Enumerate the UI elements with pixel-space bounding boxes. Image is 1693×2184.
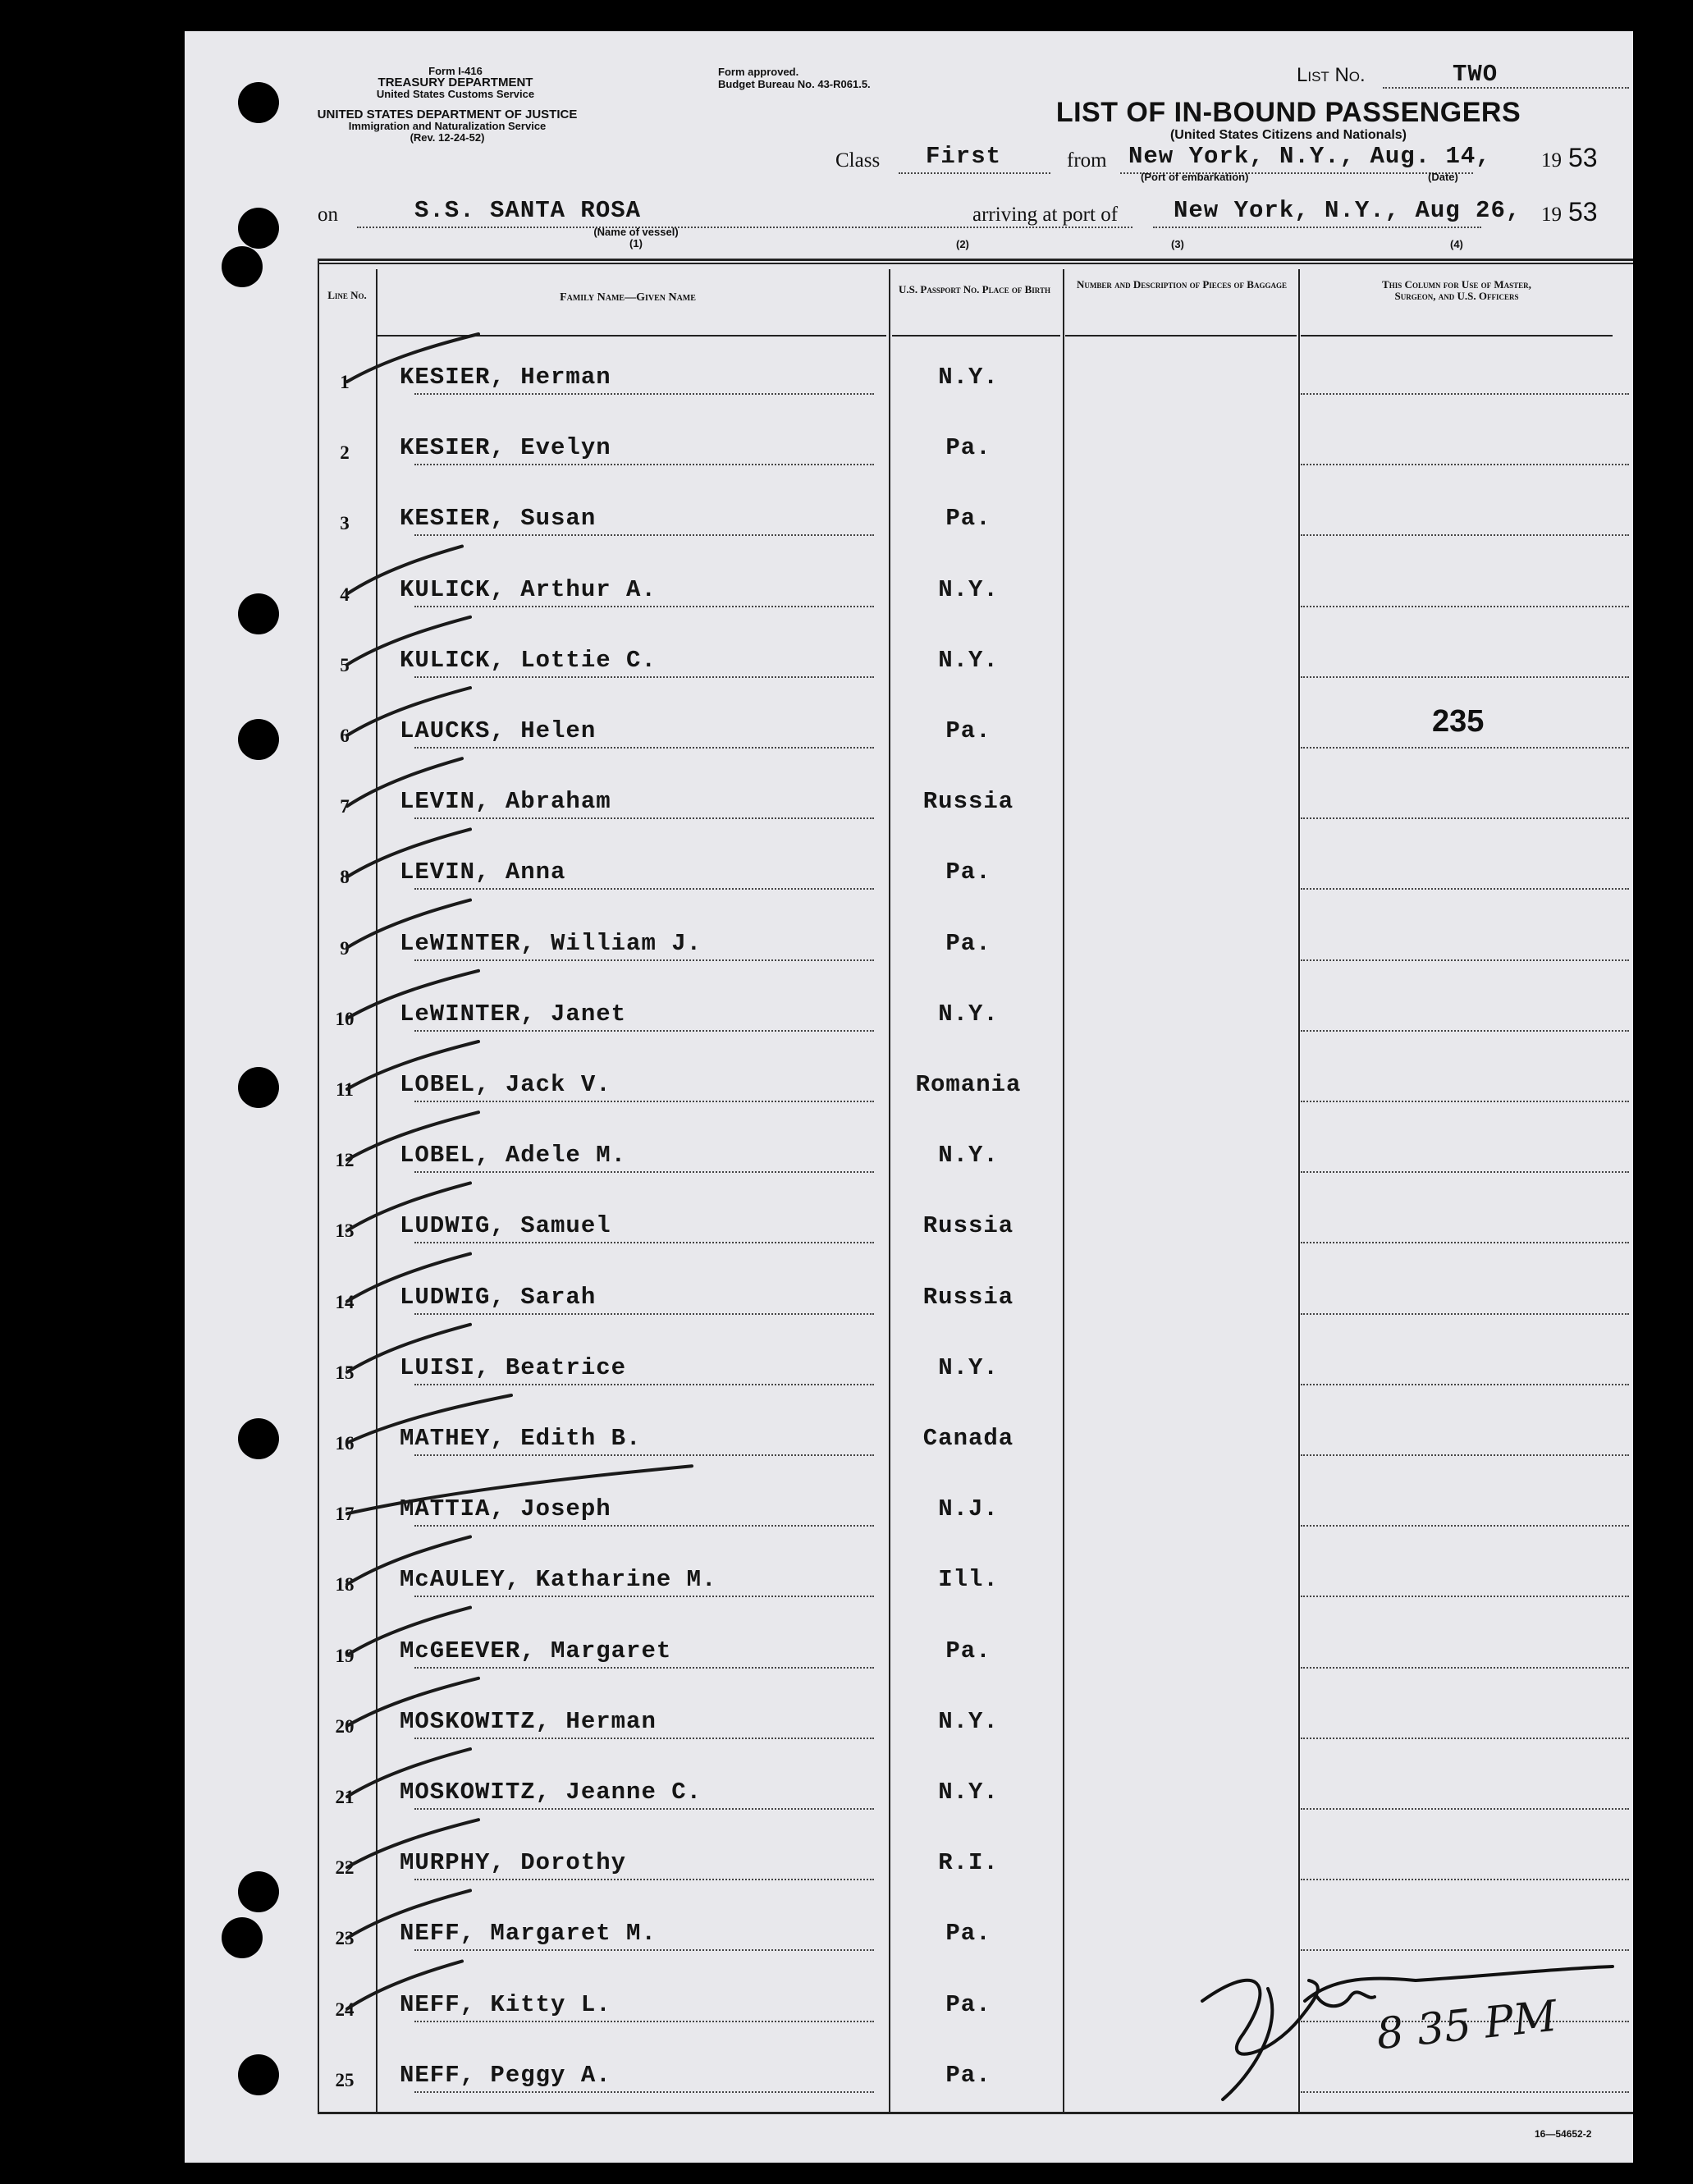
line-number: 15 bbox=[335, 1362, 355, 1383]
place-of-birth: N.Y. bbox=[938, 575, 999, 603]
passenger-name: NEFF, Margaret M. bbox=[400, 1920, 657, 1948]
place-of-birth: N.J. bbox=[938, 1495, 999, 1523]
caption-2: (2) bbox=[956, 238, 969, 250]
check-mark bbox=[347, 1112, 478, 1160]
place-of-birth: Canada bbox=[922, 1425, 1014, 1452]
passenger-name: LOBEL, Adele M. bbox=[400, 1142, 627, 1170]
check-mark bbox=[347, 971, 478, 1019]
list-no-value: TWO bbox=[1453, 61, 1499, 88]
date-caption: (Date) bbox=[1428, 171, 1458, 183]
line-number: 22 bbox=[335, 1857, 355, 1879]
place-of-birth: N.Y. bbox=[938, 1142, 999, 1170]
arrival-year: 53 bbox=[1568, 197, 1598, 227]
place-of-birth: Pa. bbox=[945, 858, 991, 886]
vessel-name: S.S. SANTA ROSA bbox=[414, 197, 642, 224]
check-mark bbox=[347, 617, 470, 665]
check-mark bbox=[347, 900, 470, 948]
check-mark bbox=[347, 1820, 478, 1867]
passenger-name: LeWINTER, William J. bbox=[400, 929, 702, 957]
line-number: 25 bbox=[335, 2069, 355, 2090]
place-of-birth: Russia bbox=[922, 1212, 1014, 1240]
document-page bbox=[185, 31, 1633, 2163]
vessel-caption-num: (1) bbox=[629, 237, 643, 250]
check-mark bbox=[347, 1042, 478, 1089]
line-number: 4 bbox=[340, 584, 350, 605]
col-header-family-name: Family Name—Given Name bbox=[560, 291, 696, 304]
place-of-birth: R.I. bbox=[938, 1849, 999, 1877]
arrival-year-prefix: 19 bbox=[1541, 204, 1562, 226]
check-mark bbox=[347, 1962, 462, 2009]
treasury-department: TREASURY DEPARTMENT bbox=[377, 76, 533, 89]
line-number: 8 bbox=[340, 867, 350, 888]
passenger-name: LUISI, Beatrice bbox=[400, 1353, 627, 1381]
place-of-birth: Pa. bbox=[945, 929, 991, 957]
passenger-name: NEFF, Kitty L. bbox=[400, 1990, 611, 2018]
line-number: 19 bbox=[335, 1645, 355, 1666]
passenger-name: KESIER, Herman bbox=[400, 364, 611, 391]
check-mark bbox=[347, 1466, 692, 1513]
passenger-name: MURPHY, Dorothy bbox=[400, 1849, 627, 1877]
check-mark bbox=[347, 1749, 470, 1797]
passenger-name: KESIER, Susan bbox=[400, 505, 597, 533]
signature-time: 8 35 PM bbox=[1374, 1991, 1560, 2060]
port-of-arrival: New York, N.Y., Aug 26, bbox=[1174, 197, 1521, 224]
place-of-birth: Pa. bbox=[945, 717, 991, 744]
passenger-name: LUDWIG, Sarah bbox=[400, 1283, 597, 1311]
place-of-birth: N.Y. bbox=[938, 1353, 999, 1381]
from-year-prefix: 19 bbox=[1541, 149, 1562, 172]
check-mark bbox=[347, 688, 470, 735]
line-number: 14 bbox=[335, 1291, 355, 1312]
check-mark bbox=[347, 1536, 470, 1584]
passenger-name: MOSKOWITZ, Jeanne C. bbox=[400, 1779, 702, 1806]
passenger-name: McGEEVER, Margaret bbox=[400, 1637, 672, 1664]
passenger-name: KULICK, Lottie C. bbox=[400, 646, 657, 674]
line-number: 13 bbox=[335, 1220, 355, 1242]
passenger-name: NEFF, Peggy A. bbox=[400, 2061, 611, 2089]
passenger-name: KESIER, Evelyn bbox=[400, 434, 611, 462]
place-of-birth: N.Y. bbox=[938, 646, 999, 674]
check-mark bbox=[347, 547, 462, 594]
passenger-name: McAULEY, Katharine M. bbox=[400, 1566, 717, 1594]
check-mark bbox=[347, 829, 470, 877]
place-of-birth: Romania bbox=[915, 1071, 1022, 1098]
place-of-birth: Pa. bbox=[945, 1990, 991, 2018]
check-mark bbox=[347, 1254, 470, 1302]
line-number: 17 bbox=[335, 1504, 355, 1525]
place-of-birth: Russia bbox=[922, 788, 1014, 816]
col-header-passport: U.S. Passport No. Place of Birth bbox=[899, 283, 1050, 295]
check-mark bbox=[347, 1395, 511, 1443]
line-number: 18 bbox=[335, 1574, 355, 1596]
col-header-baggage: Number and Description of Pieces of Baggage bbox=[1077, 278, 1287, 291]
check-mark bbox=[347, 1890, 470, 1938]
passenger-name: LAUCKS, Helen bbox=[400, 717, 597, 744]
passenger-name: MATTIA, Joseph bbox=[400, 1495, 611, 1523]
place-of-birth: Ill. bbox=[938, 1566, 999, 1594]
line-number: 10 bbox=[335, 1008, 355, 1029]
place-of-birth: N.Y. bbox=[938, 1707, 999, 1735]
page-title: LIST OF IN-BOUND PASSENGERS bbox=[1055, 97, 1521, 128]
col-header-officers: This Column for Use of Master, Surgeon, and U.S. Officers bbox=[1382, 278, 1531, 302]
place-of-birth: Pa. bbox=[945, 2061, 991, 2089]
passenger-name: LOBEL, Jack V. bbox=[400, 1071, 611, 1098]
page-subtitle: (United States Citizens and Nationals) bbox=[1169, 128, 1407, 142]
check-marks bbox=[347, 334, 692, 2009]
check-mark bbox=[347, 758, 462, 806]
check-mark bbox=[347, 1325, 470, 1372]
page-number-stamp: 235 bbox=[1432, 704, 1485, 739]
line-number: 16 bbox=[335, 1433, 355, 1454]
passenger-name: MOSKOWITZ, Herman bbox=[400, 1707, 657, 1735]
list-no-label: List No. bbox=[1297, 64, 1366, 86]
line-number: 6 bbox=[340, 726, 350, 746]
port-of-embarkation: New York, N.Y., Aug. 14, bbox=[1128, 143, 1491, 170]
customs-service: United States Customs Service bbox=[376, 88, 535, 100]
class-value: First bbox=[926, 143, 1002, 170]
handwritten-marks bbox=[185, 31, 1633, 2163]
check-mark bbox=[347, 1183, 470, 1230]
from-label: from bbox=[1067, 149, 1107, 172]
check-mark bbox=[347, 1678, 478, 1726]
line-number: 7 bbox=[340, 796, 350, 817]
line-number: 3 bbox=[340, 513, 350, 534]
port-embark-caption: (Port of embarkation) bbox=[1141, 171, 1249, 183]
justice-department: UNITED STATES DEPARTMENT OF JUSTICE bbox=[317, 108, 578, 121]
place-of-birth: Russia bbox=[922, 1283, 1014, 1311]
place-of-birth: N.Y. bbox=[938, 364, 999, 391]
caption-4: (4) bbox=[1450, 238, 1463, 250]
place-of-birth: Pa. bbox=[945, 1637, 991, 1664]
form-approved: Form approved. bbox=[718, 66, 799, 78]
passenger-name: KULICK, Arthur A. bbox=[400, 575, 657, 603]
budget-bureau: Budget Bureau No. 43-R061.5. bbox=[718, 78, 871, 90]
col-header-line-no: Line No. bbox=[327, 289, 367, 301]
footer-code: 16—54652-2 bbox=[1535, 2128, 1592, 2140]
line-number: 9 bbox=[340, 937, 350, 959]
check-mark bbox=[347, 1608, 470, 1655]
line-number: 23 bbox=[335, 1928, 355, 1949]
passenger-name: LeWINTER, Janet bbox=[400, 1000, 627, 1028]
arriving-label: arriving at port of bbox=[972, 204, 1119, 226]
passenger-name: LUDWIG, Samuel bbox=[400, 1212, 611, 1240]
line-number: 12 bbox=[335, 1150, 355, 1171]
line-number: 20 bbox=[335, 1715, 355, 1737]
place-of-birth: N.Y. bbox=[938, 1000, 999, 1028]
class-label: Class bbox=[835, 149, 881, 172]
form-number: Form I-416 bbox=[428, 65, 483, 77]
line-number: 5 bbox=[340, 654, 350, 675]
caption-3: (3) bbox=[1171, 238, 1184, 250]
vessel-caption-text: (Name of vessel) bbox=[593, 226, 679, 238]
from-year: 53 bbox=[1568, 143, 1598, 172]
place-of-birth: Pa. bbox=[945, 1920, 991, 1948]
on-label: on bbox=[318, 204, 338, 226]
passenger-name: MATHEY, Edith B. bbox=[400, 1425, 642, 1452]
place-of-birth: Pa. bbox=[945, 434, 991, 462]
revision: (Rev. 12-24-52) bbox=[410, 131, 485, 144]
line-number: 21 bbox=[335, 1787, 355, 1807]
place-of-birth: Pa. bbox=[945, 505, 991, 533]
ins-service: Immigration and Naturalization Service bbox=[348, 120, 547, 132]
passenger-name: LEVIN, Anna bbox=[400, 858, 566, 886]
place-of-birth: N.Y. bbox=[938, 1779, 999, 1806]
line-number: 2 bbox=[340, 442, 350, 464]
passenger-name: LEVIN, Abraham bbox=[400, 788, 611, 816]
line-number: 11 bbox=[336, 1079, 354, 1100]
line-number: 24 bbox=[335, 1999, 355, 2020]
check-mark bbox=[347, 334, 478, 382]
line-number: 1 bbox=[340, 372, 350, 392]
